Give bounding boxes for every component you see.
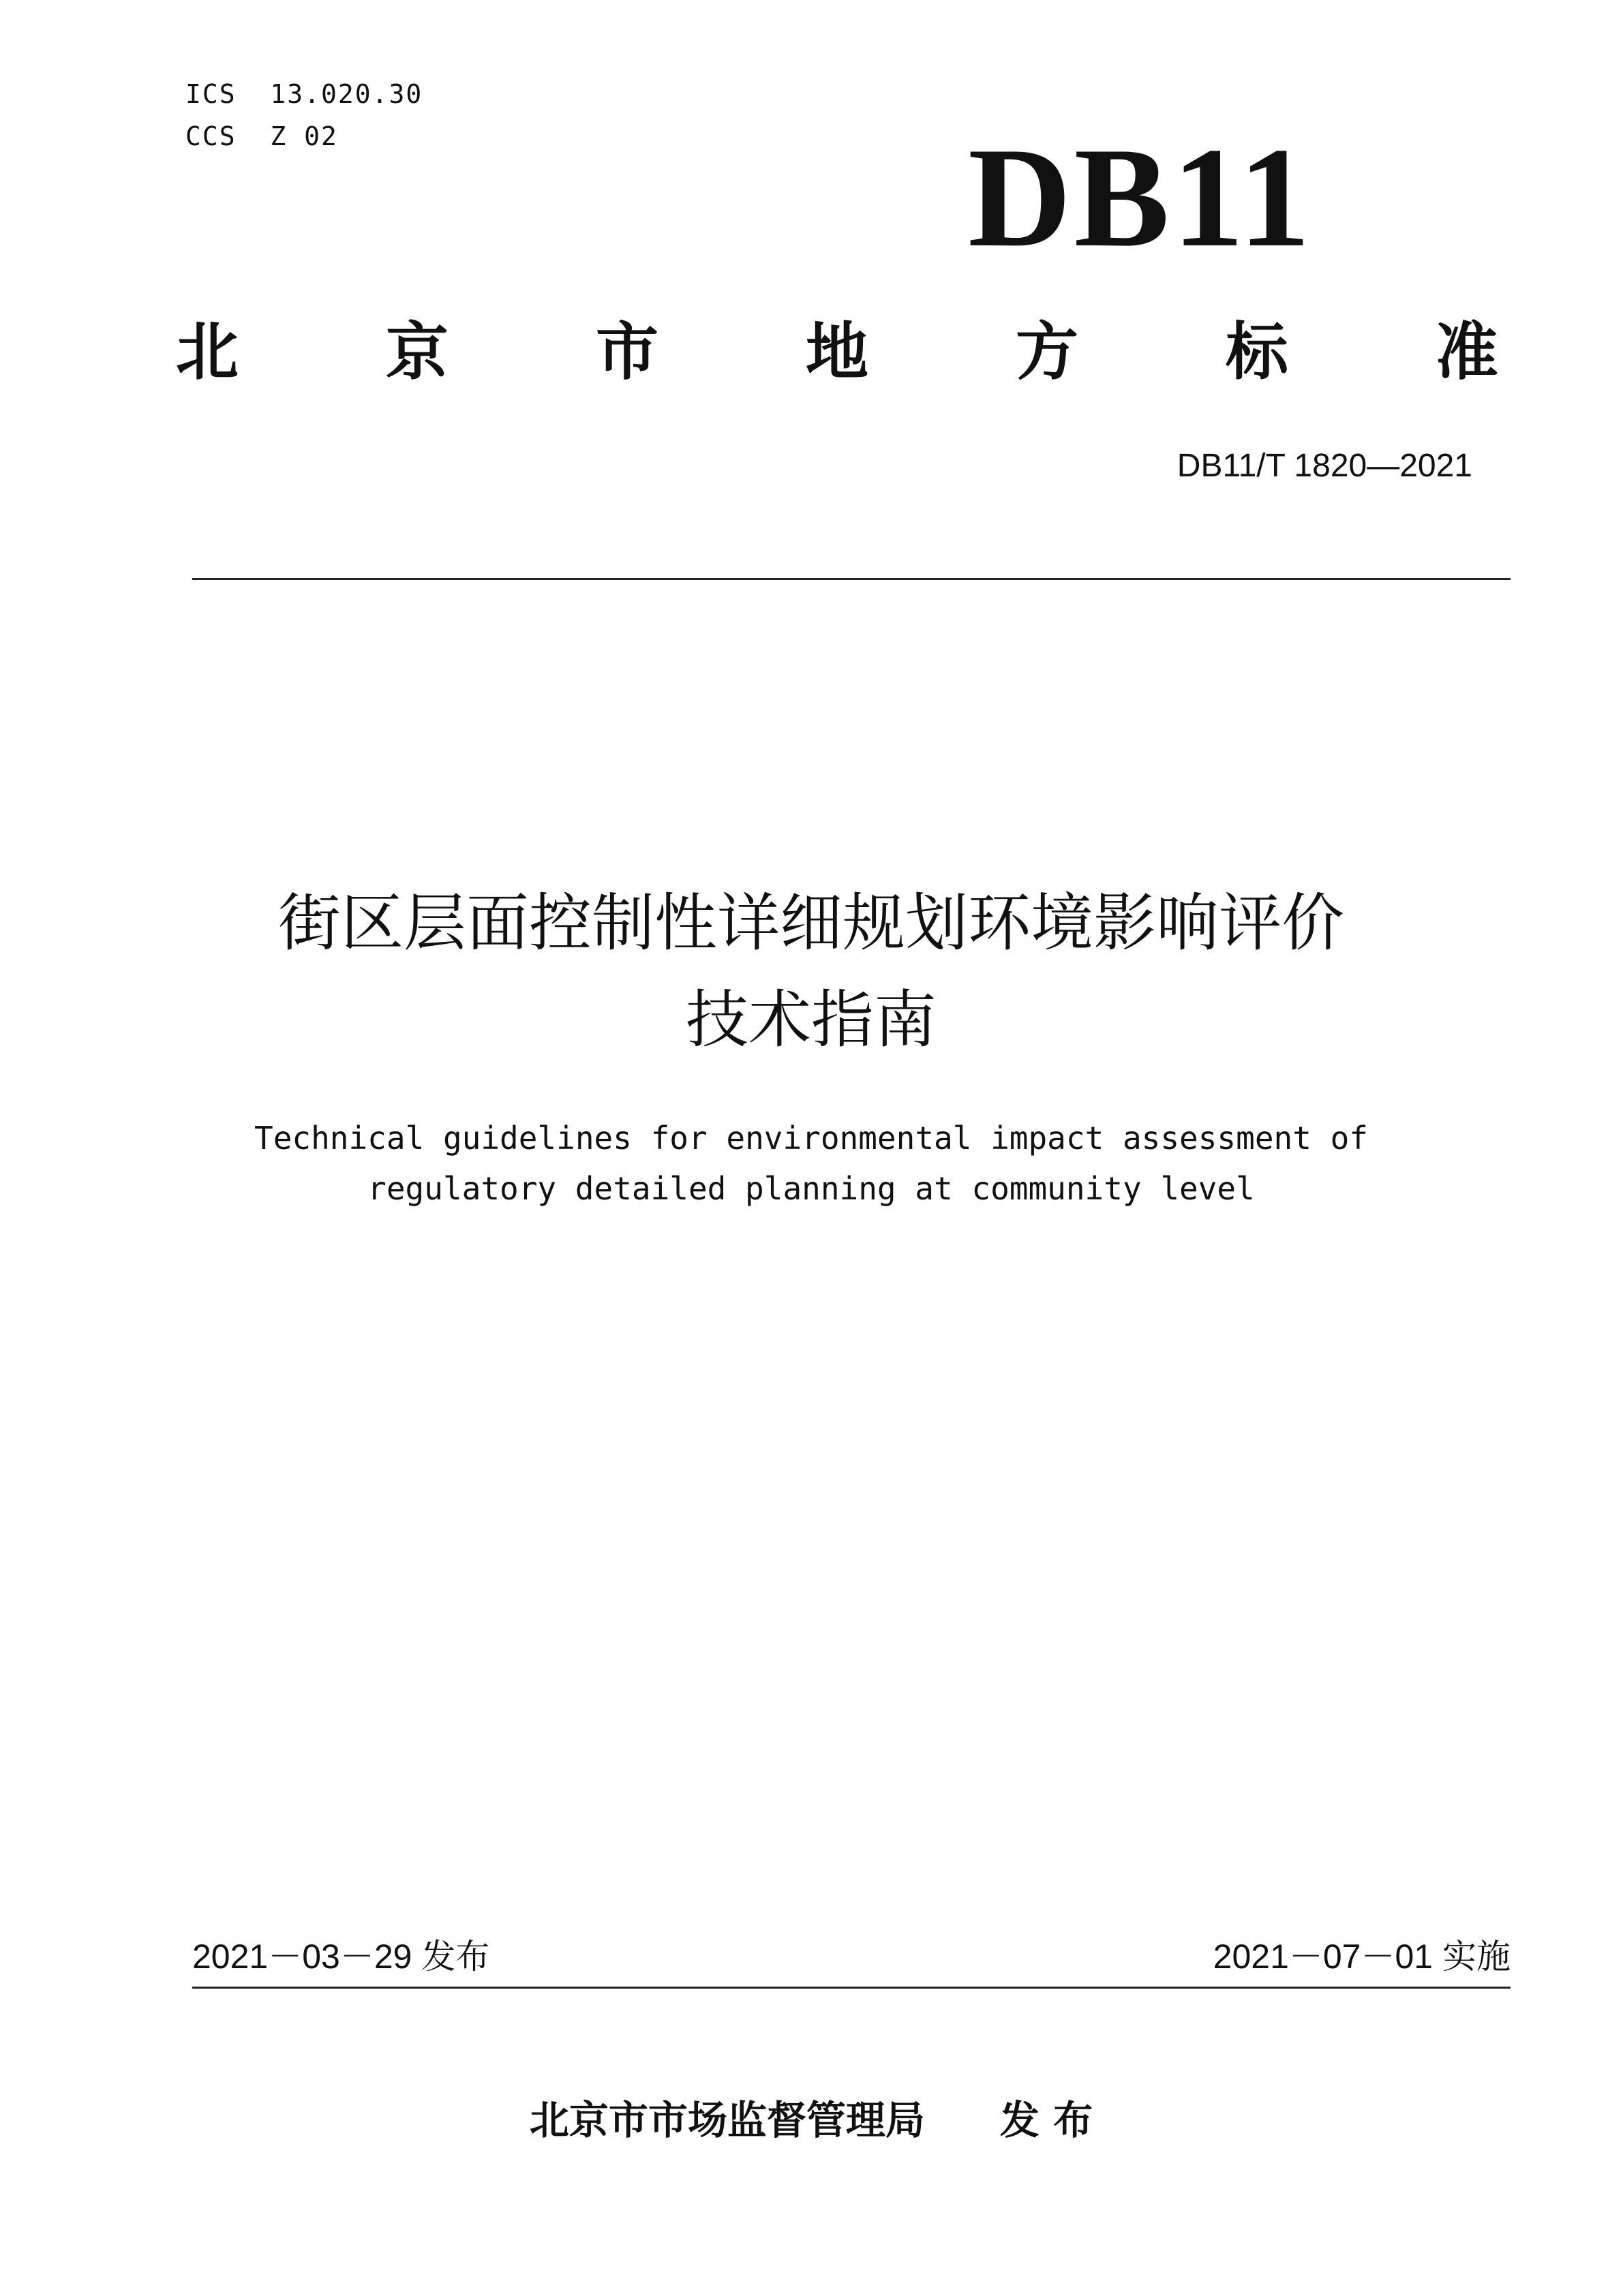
title-chinese-line-2: 技术指南 <box>685 983 937 1056</box>
publish-action: 发 布 <box>999 2097 1093 2143</box>
title-english-line-2: regulatory detailed planning at community level <box>367 1170 1255 1207</box>
header-divider <box>192 578 1511 580</box>
publisher-name: 北京市市场监督管理局 <box>529 2097 925 2143</box>
standard-number: DB11/T 1820—2021 <box>1177 448 1472 484</box>
standard-type-char: 京 <box>385 316 449 388</box>
title-english-line-1: Technical guidelines for environmental impact assessment of <box>254 1120 1368 1157</box>
standard-type-char: 地 <box>805 316 868 388</box>
standard-type-heading <box>176 315 1498 390</box>
footer-divider <box>192 1987 1511 1989</box>
implementation-date: 2021－07－01 实施 <box>1213 1938 1511 1976</box>
standard-type-char: 方 <box>1015 316 1078 388</box>
ccs-code: CCS Z 02 <box>185 121 338 151</box>
standard-type-char: 标 <box>1225 316 1288 388</box>
standard-type-char: 准 <box>1435 316 1498 388</box>
standard-logo: DB11 <box>968 119 1314 277</box>
standard-type-char: 市 <box>595 316 658 388</box>
publish-date: 2021－03－29 发布 <box>192 1938 490 1976</box>
ics-code: ICS 13.020.30 <box>185 79 423 109</box>
title-chinese-line-1: 街区层面控制性详细规划环境影响评价 <box>277 887 1344 960</box>
publisher-line <box>204 2096 1418 2144</box>
standard-type-char: 北 <box>176 316 239 388</box>
